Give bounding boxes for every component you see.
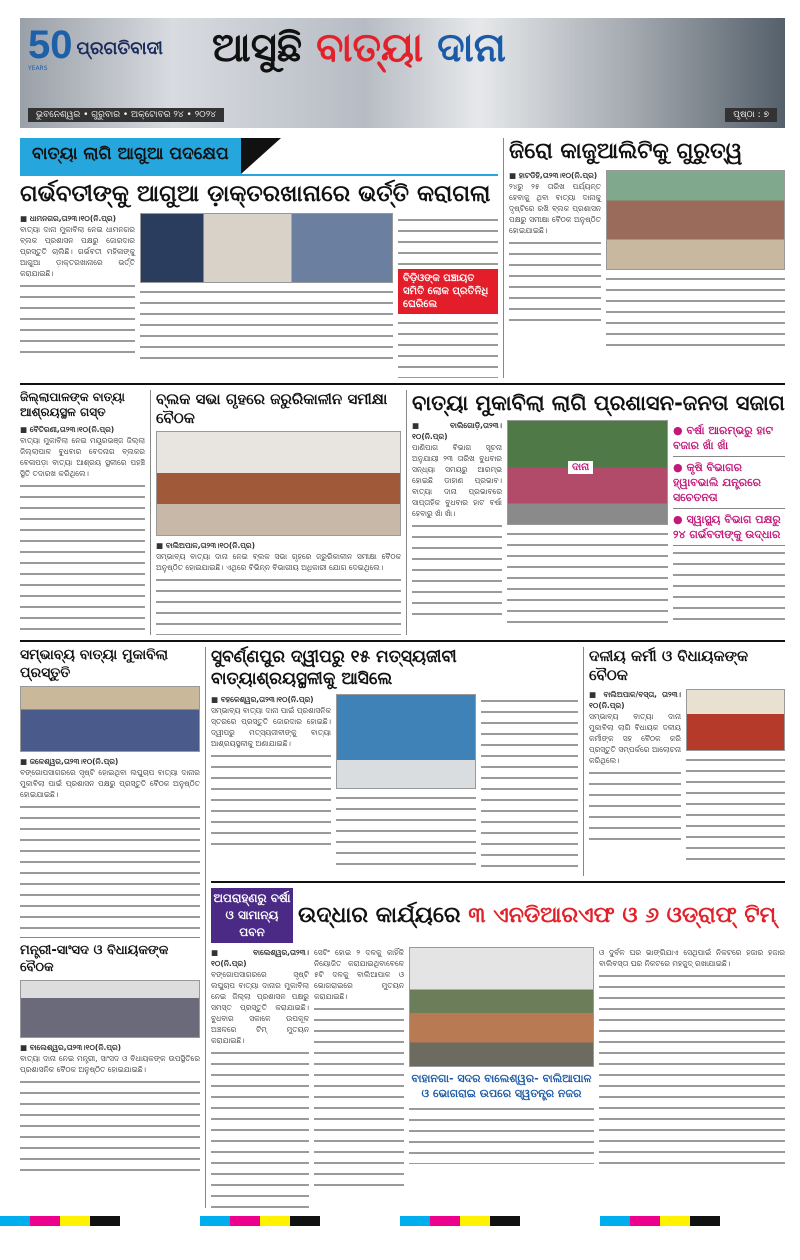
body-text: ସେଟିଂ ହୋଇ ୨ ଦଳକୁ କାହିଁକି ନିୟୋଜିତ କରାଯାଇଥିବାବେଳେ ୫ଟି ଦଳକୁ ବାଲିଆପାଳ ଓ ଭୋଗରାଇରେ ମୁତୟନ କରାଯାଇଛି। <box>314 947 404 1001</box>
main-title <box>212 24 777 72</box>
section-b <box>20 390 785 636</box>
bullet-item: ● ବର୍ଷା ଆରମ୍ଭରୁ ହାଟ ବଜାର ଖାଁ ଖାଁ <box>673 420 785 457</box>
bullet-text: ସ୍ୱାସ୍ଥ୍ୟ ବିଭାଗ ପକ୍ଷରୁ ୨୪ ଗର୍ଭବତୀଙ୍କୁ ଉଦ୍ଧାର <box>673 513 781 541</box>
story2-headline: ଜିରୋ କାଜୁଆଲିଟିକୁ ଗୁରୁତ୍ୱ <box>509 139 743 164</box>
story2-body-cont <box>606 274 785 354</box>
story8-photo-col <box>686 689 785 865</box>
section-rule <box>20 937 200 938</box>
story5-body-cont <box>507 529 668 629</box>
story6-photo <box>20 686 200 752</box>
body-text: ବଙ୍ଗୋପସାଗରରେ ସୃଷ୍ଟି ହୋଇଥିବା ଲଘୁଚାପ ବାତ୍ୟା ଦାନାର ମୁକାବିଲା ପାଇଁ ପ୍ରଶାସନ ପକ୍ଷରୁ ପ୍ରସ୍ତୁତି ବୈଠକ ଅନୁଷ୍ଠିତ ହୋଇଯାଇଛି। <box>20 768 200 800</box>
section-c <box>20 647 785 1208</box>
story1-photo <box>140 213 393 283</box>
body-text: ସମ୍ଭାବ୍ୟ ବାତ୍ୟା ଦାନା ନେଇ ବ୍ଲକ ସଭା ଗୃହରେ ଜରୁରିକାଳୀନ ସମୀକ୍ଷା ବୈଠକ ଅନୁଷ୍ଠିତ ହୋଇଯାଇଛି। ଏଥିରେ ବିଭିନ୍ନ ବିଭାଗୀୟ ଅଧିକାରୀ ଯୋଗ ଦେଇଥିଲେ। <box>156 552 401 573</box>
story1-photo-col <box>140 213 393 359</box>
story1-body-cont <box>140 287 393 359</box>
title-word: ଦାନା <box>437 25 506 71</box>
body-text: ସମ୍ଭାବ୍ୟ ବାତ୍ୟା ଦାନା ମୁକାବିଲା ଲାଗି ବିଧାୟକ ଦଳୀୟ କର୍ମୀଙ୍କ ସହ ବୈଠକ କରି ପ୍ରସ୍ତୁତି ସମ୍ପର୍କରେ ଆଲୋଚନା କରିଥିଲେ। <box>589 711 681 765</box>
body-text: ବାତ୍ୟା ମୁକାବିଲା ନେଇ ମୟୂରଭଞ୍ଜ ଜିଲ୍ଲା ଜିଲ୍ଲାପାଳ ବୁଧବାର ବେଦନାଗ ବ୍ଲକର ବେଳାପଡ଼ା ବାତ୍ୟା ଆଶ୍ରୟ ସ୍ଥଳୀରେ ପହଞ୍ଚି ସ୍ଥିତି ତଦାରଖ କରିଥିଲେ। <box>20 435 145 478</box>
byline: ■ ଧାମନଗର,ତା୨୩।୧୦(ନି.ପ୍ର) <box>20 213 117 223</box>
story7-body <box>211 694 331 851</box>
title-word: ଆସୁଛି <box>212 25 303 71</box>
section-a <box>20 138 785 378</box>
story10-photo-col <box>409 947 594 1164</box>
body-text: ଓ ଦୁର୍ବଳ ଘର ଭାଙ୍ଗିଯାଏ ସେଥିପାଇଁ ନିକଟରେ ହଜାର ହଜାର ବାଲିବସ୍ତା ଘର ନିକଟରେ ମହଜୁଦ୍ ରଖାଯାଇଛି। <box>599 947 785 968</box>
story4 <box>156 390 401 636</box>
paper-name: ପ୍ରଗତିବାଦୀ <box>76 37 163 59</box>
masthead <box>20 18 785 128</box>
byline: ■ ବୈତିରଣୀ,ତା୨୩।୧୦(ନି.ପ୍ର) <box>20 424 115 434</box>
story5 <box>412 390 785 629</box>
section-rule <box>20 640 785 642</box>
page-number: ପୃଷ୍ଠା : ୭ <box>725 108 777 122</box>
left-column <box>20 647 200 1177</box>
story5-body-lines <box>673 548 785 628</box>
banner-text: ଦାନା <box>568 461 593 474</box>
print-color-bar <box>0 1216 800 1226</box>
story5-photo <box>507 420 668 525</box>
story10-photo-caption: ବାହାନଗା- ସଦର ବାଲେଶ୍ୱର- ବାଲିଆପାଳ ଓ ଭୋଗରାଇ ଉପରେ ସ୍ୱତନ୍ତ୍ର ନଜର <box>411 1071 592 1100</box>
byline: ■ ବାଲିଅପାଳ/ବସ୍ତା, ତା୨୩।୧୦(ନି.ପ୍ର) <box>589 689 681 710</box>
story6-body <box>20 756 200 932</box>
body-text: ବଙ୍ଗୋପସାଗରରେ ସୃଷ୍ଟି ଲଘୁଚାପ ବାତ୍ୟା ଦାନାର ମୁକାବିଲା ନେଇ ଜିଲ୍ଲା ପ୍ରଶାସନ ପକ୍ଷରୁ ସମସ୍ତ ପ୍ରସ୍ତୁତି କରାଯାଇଛି। ବୁଧବାର ସକାଳେ ଉପକୂଳ ଅଞ୍ଚଳରେ ଟିମ୍ ମୁତୟନ କରାଯାଇଛି। <box>211 969 309 1045</box>
bullet-item: ● ସ୍ୱାସ୍ଥ୍ୟ ବିଭାଗ ପକ୍ଷରୁ ୨୪ ଗର୍ଭବତୀଙ୍କୁ ଉଦ୍ଧାର <box>673 509 785 546</box>
story1 <box>20 138 498 378</box>
story1-body-col <box>398 213 498 378</box>
story9-headline: ମନ୍ତ୍ରୀ-ସାଂସଦ ଓ ବିଧାୟକଙ୍କ ବୈଠକ <box>20 943 169 975</box>
story10-photo <box>409 947 594 1067</box>
story3 <box>20 390 145 631</box>
byline: ■ ବହଳେଶ୍ୱର,ତା୨୩।୧୦(ନି.ପ୍ର) <box>211 694 314 704</box>
divider <box>406 390 407 636</box>
paper-logo <box>28 22 198 72</box>
story1-photo-caption: ବିଡ଼ିଓଙ୍କ ପଞ୍ଚାୟତ ସମିତି ଲୋକ ପ୍ରତିନିଧି ଘେରିଲେ <box>398 269 498 314</box>
section-tag-row <box>20 138 498 176</box>
story5-photo-col <box>507 420 668 629</box>
body-text: ବାତ୍ୟା ଦାନା ମୁକାବିଲା ନେଇ ଧାମନଗର ବ୍ଲକ ପ୍ରଶାସନ ପକ୍ଷରୁ ଜୋରଦାର ପ୍ରସ୍ତୁତି ଚାଲିଛି। ଗର୍ଭବତୀ ମହିଳାଙ୍କୁ ଆଗୁଆ ଡ଼ାକ୍ତରଖାନାରେ ଭର୍ତ୍ତି କରାଯାଇଛି। <box>20 224 135 278</box>
story1-headline: ଗର୍ଭବତୀଙ୍କୁ ଆଗୁଆ ଡ଼ାକ୍ତରଖାନାରେ ଭର୍ତ୍ତି କରାଗଲା <box>20 181 491 207</box>
bullet-text: କୃଷି ବିଭାଗର ହ୍ୱାବଭାଲି ଯନ୍ତ୍ରରେ ସଚେତନତା <box>673 461 761 504</box>
story10-body <box>211 947 309 1208</box>
story9-body <box>20 1042 200 1177</box>
story3-body <box>20 424 145 631</box>
byline: ■ ବାଲେଶ୍ୱର,ତା୨୩।୧୦(ନି.ପ୍ର) <box>20 1042 122 1052</box>
story2-photo-col <box>606 170 785 354</box>
story5-bullets <box>673 420 785 628</box>
divider <box>205 647 206 1208</box>
divider <box>150 390 151 636</box>
story2-body <box>509 170 601 328</box>
story7-photo <box>336 694 476 789</box>
story8-body-cont <box>686 755 785 865</box>
byline: ■ ହାଟଡିହି,ତା୨୩।୧୦(ନି.ପ୍ର) <box>509 170 598 180</box>
tag-triangle <box>241 138 281 174</box>
body-text: ସମ୍ଭାବ୍ୟ ବାତ୍ୟା ଦାନା ପାଇଁ ପ୍ରଶାସନିକ ସ୍ତରରେ ପ୍ରସ୍ତୁତି ଜୋରଦାର ହୋଇଛି। ଦ୍ୱୀପରୁ ମତ୍ସ୍ୟଜୀବୀଙ୍କୁ ବାତ୍ୟା ଆଶ୍ରୟସ୍ଥଳୀକୁ ଅଣାଯାଇଛି। <box>211 705 331 748</box>
story2-photo <box>606 170 785 270</box>
story4-body <box>156 540 401 635</box>
section-rule <box>211 881 785 883</box>
story10-body-cont <box>409 1104 594 1164</box>
story5-headline: ବାତ୍ୟା ମୁକାବିଲା ଲାଗି ପ୍ରଶାସନ-ଜନତା ସଜାଗ <box>412 390 785 415</box>
story4-headline: ବ୍ଲକ ସଭା ଗୃହରେ ଜରୁରିକାଳୀନ ସମୀକ୍ଷା ବୈଠକ <box>156 389 388 427</box>
story1-body <box>20 213 135 361</box>
story10-body-col2 <box>314 947 404 1194</box>
byline: ■ ବାଲିଗୋଡ଼ି,ତା୨୩।୧୦(ନି.ପ୍ର) <box>412 421 502 441</box>
body-text: ପାଣିପାଗ ବିଭାଗ ସୂଚନା ଅନୁଯାୟୀ ୨୩ ତାରିଖ ବୁଧବାର ସନ୍ଧ୍ୟା ସମୟରୁ ଆରମ୍ଭ ହୋଇଛି ଡାହାଣ ପ୍ରଭାବ। ବାତ୍ୟା ଦାନା ପ୍ରଭାବରେ ସାପ୍ତାହିକ ବୁଧବାର ହାଟ ବର୍ଷା ହେବାରୁ ଖାଁ ଖାଁ। <box>412 443 502 518</box>
byline: ■ ବାଲିଅପାଳ,ତା୨୩।୧୦(ନି.ପ୍ର) <box>156 541 256 551</box>
anniversary-sub: YEARS <box>28 64 48 72</box>
story9-photo <box>20 980 200 1038</box>
story8 <box>589 647 785 865</box>
story10-headline <box>298 902 785 930</box>
byline: ■ ଜଳେଶ୍ୱର,ତା୨୩।୧୦(ନି.ପ୍ର) <box>20 757 119 767</box>
bullet-text: ବର୍ଷା ଆରମ୍ଭରୁ ହାଟ ବଜାର ଖାଁ ଖାଁ <box>673 424 773 452</box>
story10-body-col3 <box>599 947 785 1171</box>
divider <box>503 138 504 378</box>
byline: ■ ବାଲେଶ୍ୱର,ତା୨୩।୧୦(ନି.ପ୍ର) <box>211 947 309 968</box>
body-text: ୨୪ରୁ ୨୫ ତାରିଖ ପର୍ଯ୍ୟନ୍ତ ହେବାକୁ ଥିବା ବାତ୍ୟା ଦାନାକୁ ଦୃଷ୍ଟିରେ ରଖି ବ୍ଲକ ପ୍ରଶାସନ ପକ୍ଷରୁ ସମୀକ୍ଷା ବୈଠକ ଅନୁଷ୍ଠିତ ହୋଇଯାଇଛି। <box>509 181 601 235</box>
story10-tag: ଅପରାହ୍ଣରୁ ବର୍ଷା ଓ ସାମାନ୍ୟ ପବନ <box>211 888 293 943</box>
story5-body <box>412 420 502 621</box>
story4-photo <box>156 431 401 536</box>
section-tag: ବାତ୍ୟା ଲାଗି ଆଗୁଆ ପଦକ୍ଷେପ <box>20 138 241 174</box>
bullet-item: ● କୃଷି ବିଭାଗର ହ୍ୱାବଭାଲି ଯନ୍ତ୍ରରେ ସଚେତନତା <box>673 457 785 509</box>
story10 <box>211 888 785 1208</box>
story6-headline: ସମ୍ଭାବ୍ୟ ବାତ୍ୟା ମୁକାବିଲା ପ୍ରସ୍ତୁତି <box>20 647 169 681</box>
headline-part-red: ୩ ଏନଡିଆରଏଫ ଓ ୬ ଓଡ୍ରାଫ୍ ଟିମ୍ <box>468 902 777 928</box>
story8-body <box>589 689 681 848</box>
headline-part: ଉଦ୍ଧାର କାର୍ଯ୍ୟରେ <box>298 902 461 928</box>
story8-photo <box>686 689 785 751</box>
story7-headline: ସୁବର୍ଣ୍ଣପୁର ଦ୍ୱୀପରୁ ୧୫ ମତ୍ସ୍ୟଜୀବୀ ବାତ୍ୟାଶ୍ରୟସ୍ଥଳୀକୁ ଆସିଲେ <box>211 647 457 689</box>
story2 <box>509 138 785 354</box>
divider <box>583 647 584 876</box>
dateline: ଭୁବନେଶ୍ୱର • ଗୁରୁବାର • ଅକ୍ଟୋବର ୨୪ • ୨୦୨୪ <box>28 108 224 122</box>
section-rule <box>20 383 785 385</box>
right-column <box>211 647 785 1208</box>
story7 <box>211 647 578 876</box>
story1-body-lines <box>398 318 498 378</box>
body-text: ବାତ୍ୟା ଦାନା ନେଇ ମନ୍ତ୍ରୀ, ସାଂସଦ ଓ ବିଧାୟକଙ୍କ ଉପସ୍ଥିତିରେ ପ୍ରଶାସନିକ ବୈଠକ ଅନୁଷ୍ଠିତ ହୋଇଯାଇଛି। <box>20 1053 200 1074</box>
story7-photo-col <box>336 694 476 873</box>
title-word: ବାତ୍ୟା <box>316 25 424 71</box>
story1-body-lines <box>398 215 498 265</box>
anniversary-logo: 50 <box>28 22 73 67</box>
story8-headline: ଦଳୀୟ କର୍ମୀ ଓ ବିଧାୟକଙ୍କ ବୈଠକ <box>589 647 749 684</box>
story7-body-cont <box>336 793 476 873</box>
story3-headline: ଜିଲ୍ଲାପାଳଙ୍କ ବାତ୍ୟା ଆଶ୍ରୟସ୍ଥଳ ଗସ୍ତ <box>20 389 125 419</box>
story7-body-col <box>481 696 578 876</box>
